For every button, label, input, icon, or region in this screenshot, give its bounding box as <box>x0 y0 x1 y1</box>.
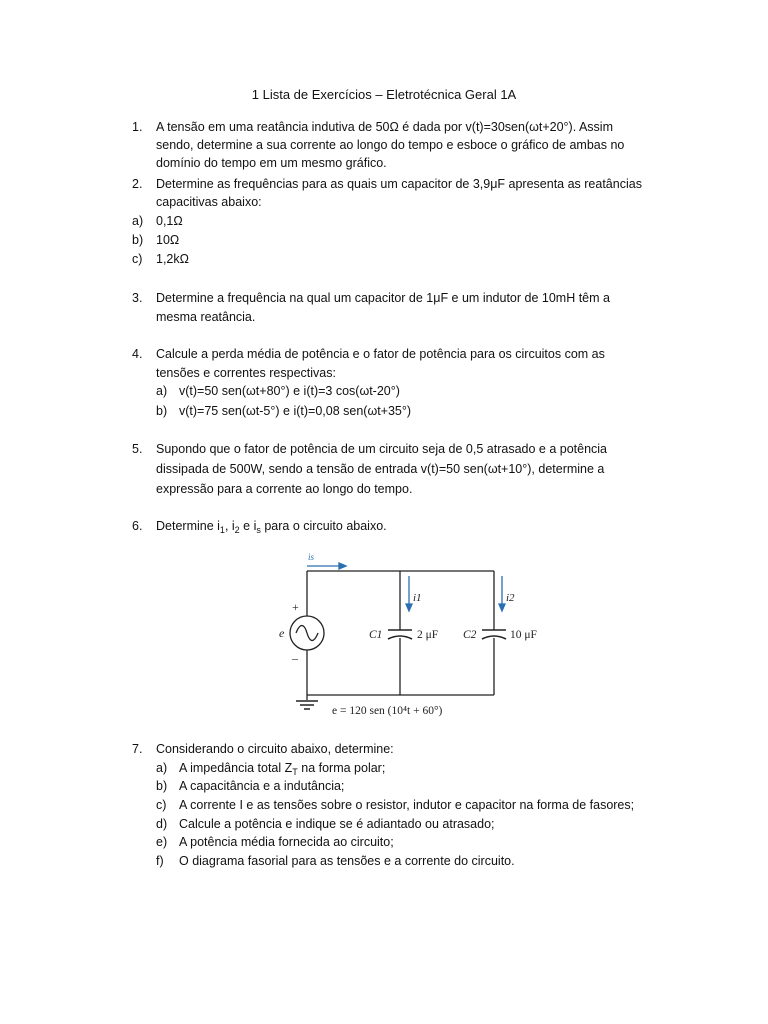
q2-item-b-text: 10Ω <box>156 233 180 247</box>
q2-line-1: Determine as frequências para as quais um capacitor de 3,9μF apresenta as reatâncias <box>156 177 642 191</box>
q7-item-d-label: d) <box>156 817 168 831</box>
q2-item-c-text: 1,2kΩ <box>156 252 189 266</box>
source-minus: – <box>292 651 298 665</box>
q4-item-b-text: v(t)=75 sen(ωt-5°) e i(t)=0,08 sen(ωt+35°) <box>179 404 412 418</box>
q7-item-f-text: O diagrama fasorial para as tensões e a corrente do circuito. <box>179 854 515 868</box>
q7-item-a-label: a) <box>156 761 168 775</box>
q7-number: 7. <box>132 742 143 756</box>
capacitor-c1-icon <box>388 630 412 639</box>
q4-number: 4. <box>132 347 143 361</box>
q5-number: 5. <box>132 442 143 456</box>
q3-line-2: mesma reatância. <box>156 310 256 324</box>
q5-line-2: dissipada de 500W, sendo a tensão de entrada v(t)=50 sen(ωt+10°), determine a <box>156 462 605 476</box>
q6-sub-2: 2 <box>234 525 240 535</box>
q2-item-a-label: a) <box>132 214 144 228</box>
q7-item-f-label: f) <box>156 854 164 868</box>
i1-label: i1 <box>413 592 422 604</box>
q2-item-a-text: 0,1Ω <box>156 214 183 228</box>
q4-item-a-text: v(t)=50 sen(ωt+80°) e i(t)=3 cos(ωt-20°) <box>179 384 400 398</box>
q7-item-a-post: na forma polar; <box>297 761 386 775</box>
q6-sub-s: s <box>256 525 261 535</box>
is-label: is <box>308 552 315 562</box>
c1-value: 2 μF <box>417 629 439 641</box>
q5-line-3: expressão para a corrente ao longo do tempo. <box>156 482 413 496</box>
q7-item-c-text: A corrente I e as tensões sobre o resistor, indutor e capacitor na forma de fasores; <box>179 798 635 812</box>
capacitor-c2-icon <box>482 630 506 639</box>
q1-number: 1. <box>132 120 143 134</box>
q6-text <box>156 517 387 539</box>
q7-item-e-label: e) <box>156 835 168 849</box>
q2-number: 2. <box>132 177 143 191</box>
source-plus: + <box>292 600 299 614</box>
q7-item-c-label: c) <box>156 798 167 812</box>
q6-number: 6. <box>132 519 143 533</box>
q1-line-3: domínio do tempo em um mesmo gráfico. <box>156 156 387 170</box>
q7-item-e-text: A potência média fornecida ao circuito; <box>179 835 394 849</box>
q3-number: 3. <box>132 291 143 305</box>
q7-item-a-sub: T <box>292 767 298 777</box>
c2-label: C2 <box>463 629 477 641</box>
q6-sep-1: , i <box>224 519 235 533</box>
i2-label: i2 <box>506 592 515 604</box>
q6-sep-2: e i <box>239 519 257 533</box>
circuit-diagram <box>276 546 537 726</box>
ac-source-icon <box>290 616 324 650</box>
q4-line-1: Calcule a perda média de potência e o fator de potência para os circuitos com as <box>156 347 605 361</box>
q4-item-b-label: b) <box>156 404 168 418</box>
q7-item-b-label: b) <box>156 779 168 793</box>
ground-icon <box>296 701 318 709</box>
q7-item-d-text: Calcule a potência e indique se é adiantado ou atrasado; <box>179 817 495 831</box>
c1-label: C1 <box>369 629 383 641</box>
current-arrows <box>307 563 505 611</box>
q4-line-2: tensões e correntes respectivas: <box>156 366 336 380</box>
q6-text-suffix: para o circuito abaixo. <box>260 519 387 533</box>
source-label: e <box>279 626 285 640</box>
is-arrow-icon <box>339 563 346 569</box>
i2-arrow-icon <box>499 604 505 611</box>
q6-sub-1: 1 <box>219 525 225 535</box>
c2-value: 10 μF <box>510 629 537 641</box>
i1-arrow-icon <box>406 604 412 611</box>
q2-item-c-label: c) <box>132 252 143 266</box>
q2-line-2: capacitivas abaixo: <box>156 195 262 209</box>
q2-item-b-label: b) <box>132 233 144 247</box>
q7-item-b-text: A capacitância e a indutância; <box>179 779 345 793</box>
q5-line-1: Supondo que o fator de potência de um circuito seja de 0,5 atrasado e a potência <box>156 442 608 456</box>
q3-line-1: Determine a frequência na qual um capacitor de 1μF e um indutor de 10mH têm a <box>156 291 610 305</box>
q1-line-2: sendo, determine a sua corrente ao longo do tempo e esboce o gráfico de ambas no <box>156 138 625 152</box>
q7-line: Considerando o circuito abaixo, determine: <box>156 742 394 756</box>
q6-text-prefix: Determine i <box>156 519 220 533</box>
q7-item-a-pre: A impedância total Z <box>179 761 293 775</box>
document-title: 1 Lista de Exercícios – Eletrotécnica Geral 1A <box>251 87 517 102</box>
q4-item-a-label: a) <box>156 384 168 398</box>
q1-line-1: A tensão em uma reatância indutiva de 50Ω é dada por v(t)=30sen(ωt+20°). Assim <box>156 120 613 134</box>
source-equation: e = 120 sen (10⁴t + 60°) <box>332 705 443 717</box>
